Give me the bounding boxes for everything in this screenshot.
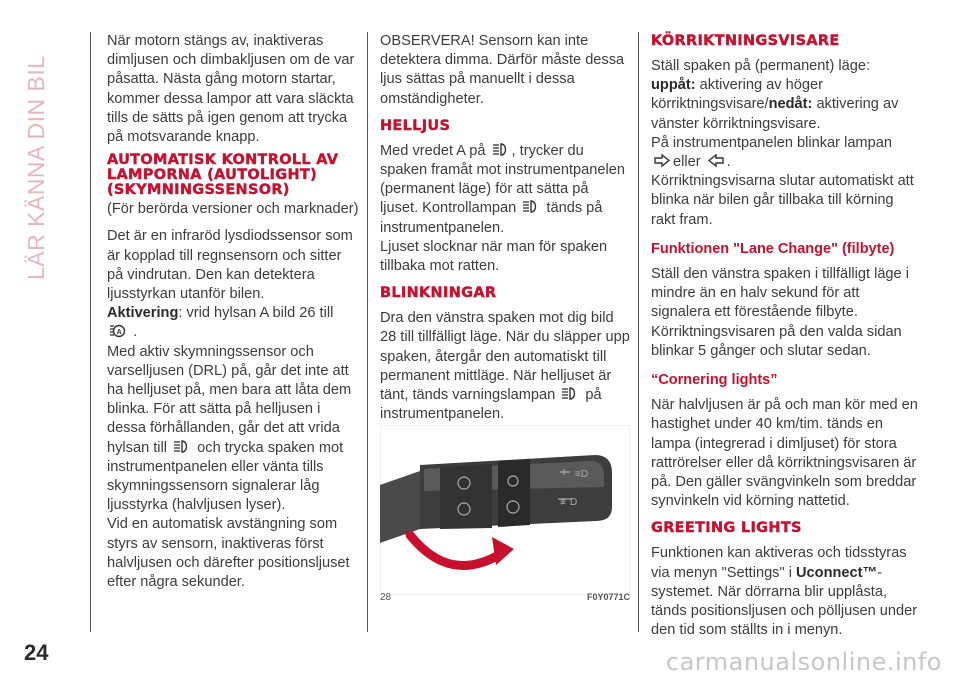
paragraph: Körriktningsvisarna slutar automatiskt att blinka när bilen går tillbaka till körning rakt fram. (651, 173, 914, 228)
activation-end: . (133, 324, 138, 341)
drl-text-a: Med aktiv skymningssensor och varselljusen (DRL) på, går det inte att ha helljuset på, men bara att låta dem blinka. För att sätta på helljusen i dessa förhållanden, går det att vrida hylsan till (107, 343, 352, 456)
paragraph: Vid en automatisk avstängning som styrs av sensorn, inaktiveras först halvljusen och därefter positionsljuset efter några sekunder. (107, 516, 350, 591)
greeting-text-a: Funktionen kan aktiveras och tidsstyras via menyn "Settings" i (651, 545, 907, 581)
lamp-text-c: . (726, 154, 731, 171)
helljus-text-a: Med vredet A på (380, 142, 486, 159)
lamp-text-b: eller (673, 154, 701, 171)
drl-text-b: och trycka spaken mot instrumentpanelen eller vänta tills skymningssensorn signalerar låg ljusstyrka (halvljusen lyser). (107, 439, 344, 514)
paragraph: När motorn stängs av, inaktiveras dimljusen och dimbakljusen om de var påsatta. Nästa gång motorn startar, kommer dessa lampor att vara släckta tills de sätts på igen genom att trycka på motsvarande knapp. (107, 33, 355, 146)
blink-text-b: på instrumentpanelen. (380, 387, 602, 423)
paragraph (107, 343, 359, 516)
version-note: (För berörda versioner och marknader) (107, 201, 359, 218)
lamp-text-a: På instrumentpanelen blinkar lampan (651, 134, 892, 151)
side-title-text: LÄR KÄNNA DIN BIL (23, 55, 49, 280)
svg-text:≡D: ≡D (575, 469, 589, 480)
figure-code: F0Y0771C (586, 592, 630, 602)
paragraph: OBSERVERA! Sensorn kan inte detektera dimma. Därför måste dessa ljus sättas på manuellt i dessa omständigheter. (380, 33, 625, 107)
helljus-text-c: tänds på instrumentpanelen. (380, 200, 603, 236)
paragraph (651, 134, 921, 172)
activation-paragraph (107, 304, 359, 342)
high-beam-icon (492, 142, 510, 157)
uconnect-brand: Uconnect™ (796, 564, 878, 581)
paragraph: Det är en infraröd lysdiodssensor som är kopplad till regnsensorn och sitter på vindrutan. Den kan detektera ljusstyrkan utanför bilen. (107, 228, 353, 303)
paragraph: När halvljusen är på och man kör med en hastighet under 40 km/tim. tänds en lampa (integrerad i dimljuset) för stora rattrörelser eller då körriktningsvisaren är på. Den gäller svängvinkeln som breddar synvinkeln vid körning nattetid. (651, 397, 918, 510)
column-2 (380, 32, 630, 430)
figure-caption (380, 592, 630, 603)
helljus-text-b: , trycker du spaken framåt mot instrumentpanelen (permanent läge) för att sätta på ljuset. Kontrollampan (380, 142, 625, 217)
figure-number: 28 (380, 592, 392, 603)
down-label: nedåt: (768, 96, 813, 113)
autolight-a-icon (109, 323, 127, 338)
activation-label: Aktivering (107, 305, 179, 322)
section-heading-autolight: AUTOMATISK KONTROLL AV LAMPORNA (AUTOLIGHT) (SKYMNINGSSENSOR) (107, 152, 339, 199)
activation-text: : vrid hylsan A bild 26 till (178, 305, 334, 322)
column-divider (367, 32, 368, 632)
watermark: carmanualsonline.info (665, 648, 942, 676)
page-number: 24 (24, 640, 49, 665)
section-heading-helljus: HELLJUS (380, 117, 451, 134)
greeting-text-b: -systemet. När dörrarna blir upplåsta, tänds positionsljusen och pölljusen under den tid som ställts in i menyn. (651, 564, 918, 639)
column-1 (107, 32, 359, 598)
section-heading-blinkningar: BLINKNINGAR (380, 285, 497, 302)
paragraph (651, 544, 921, 640)
svg-text:≢D: ≢D (560, 497, 578, 508)
subheading-cornering-lights: “Cornering lights” (651, 372, 778, 389)
high-beam-icon (522, 199, 540, 214)
up-text: aktivering av höger körriktningsvisare/ (651, 77, 823, 113)
high-beam-icon (561, 386, 579, 401)
svg-text:A: A (116, 329, 122, 337)
section-heading-korriktningsvisare: KÖRRIKTNINGSVISARE (651, 33, 840, 49)
column-divider (90, 32, 91, 632)
turn-left-arrow-icon (707, 153, 725, 168)
turn-right-arrow-icon (653, 153, 671, 168)
paragraph: Ställ den vänstra spaken i tillfälligt läge i mindre än en halv sekund för att signalera ett förestående filbyte. Körriktningsvisaren på den valda sidan blinkar 5 gånger och slutar sedan. (651, 266, 909, 359)
paragraph (651, 76, 921, 134)
paragraph: Ställ spaken på (permanent) läge: (651, 58, 871, 74)
side-title (14, 30, 54, 290)
column-divider (638, 32, 639, 632)
stalk-lever-illustration (380, 425, 630, 595)
paragraph: Ljuset slocknar när man för spaken tillbaka mot ratten. (380, 238, 608, 275)
section-heading-greeting-lights: GREETING LIGHTS (651, 520, 802, 537)
column-3 (651, 32, 921, 646)
up-label: uppåt: (651, 77, 696, 94)
subheading-lane-change: Funktionen "Lane Change" (filbyte) (651, 240, 895, 257)
blink-text-a: Dra den vänstra spaken mot dig bild 28 till tillfälligt läge. När du släpper upp spaken, återgår den automatiskt till permanent mittläge. När helljuset är tänt, tänds varningslampan (380, 310, 630, 404)
down-text: aktivering av vänster körriktningsvisare. (651, 96, 899, 132)
high-beam-icon (173, 439, 191, 454)
paragraph (380, 309, 630, 424)
paragraph (380, 142, 630, 238)
